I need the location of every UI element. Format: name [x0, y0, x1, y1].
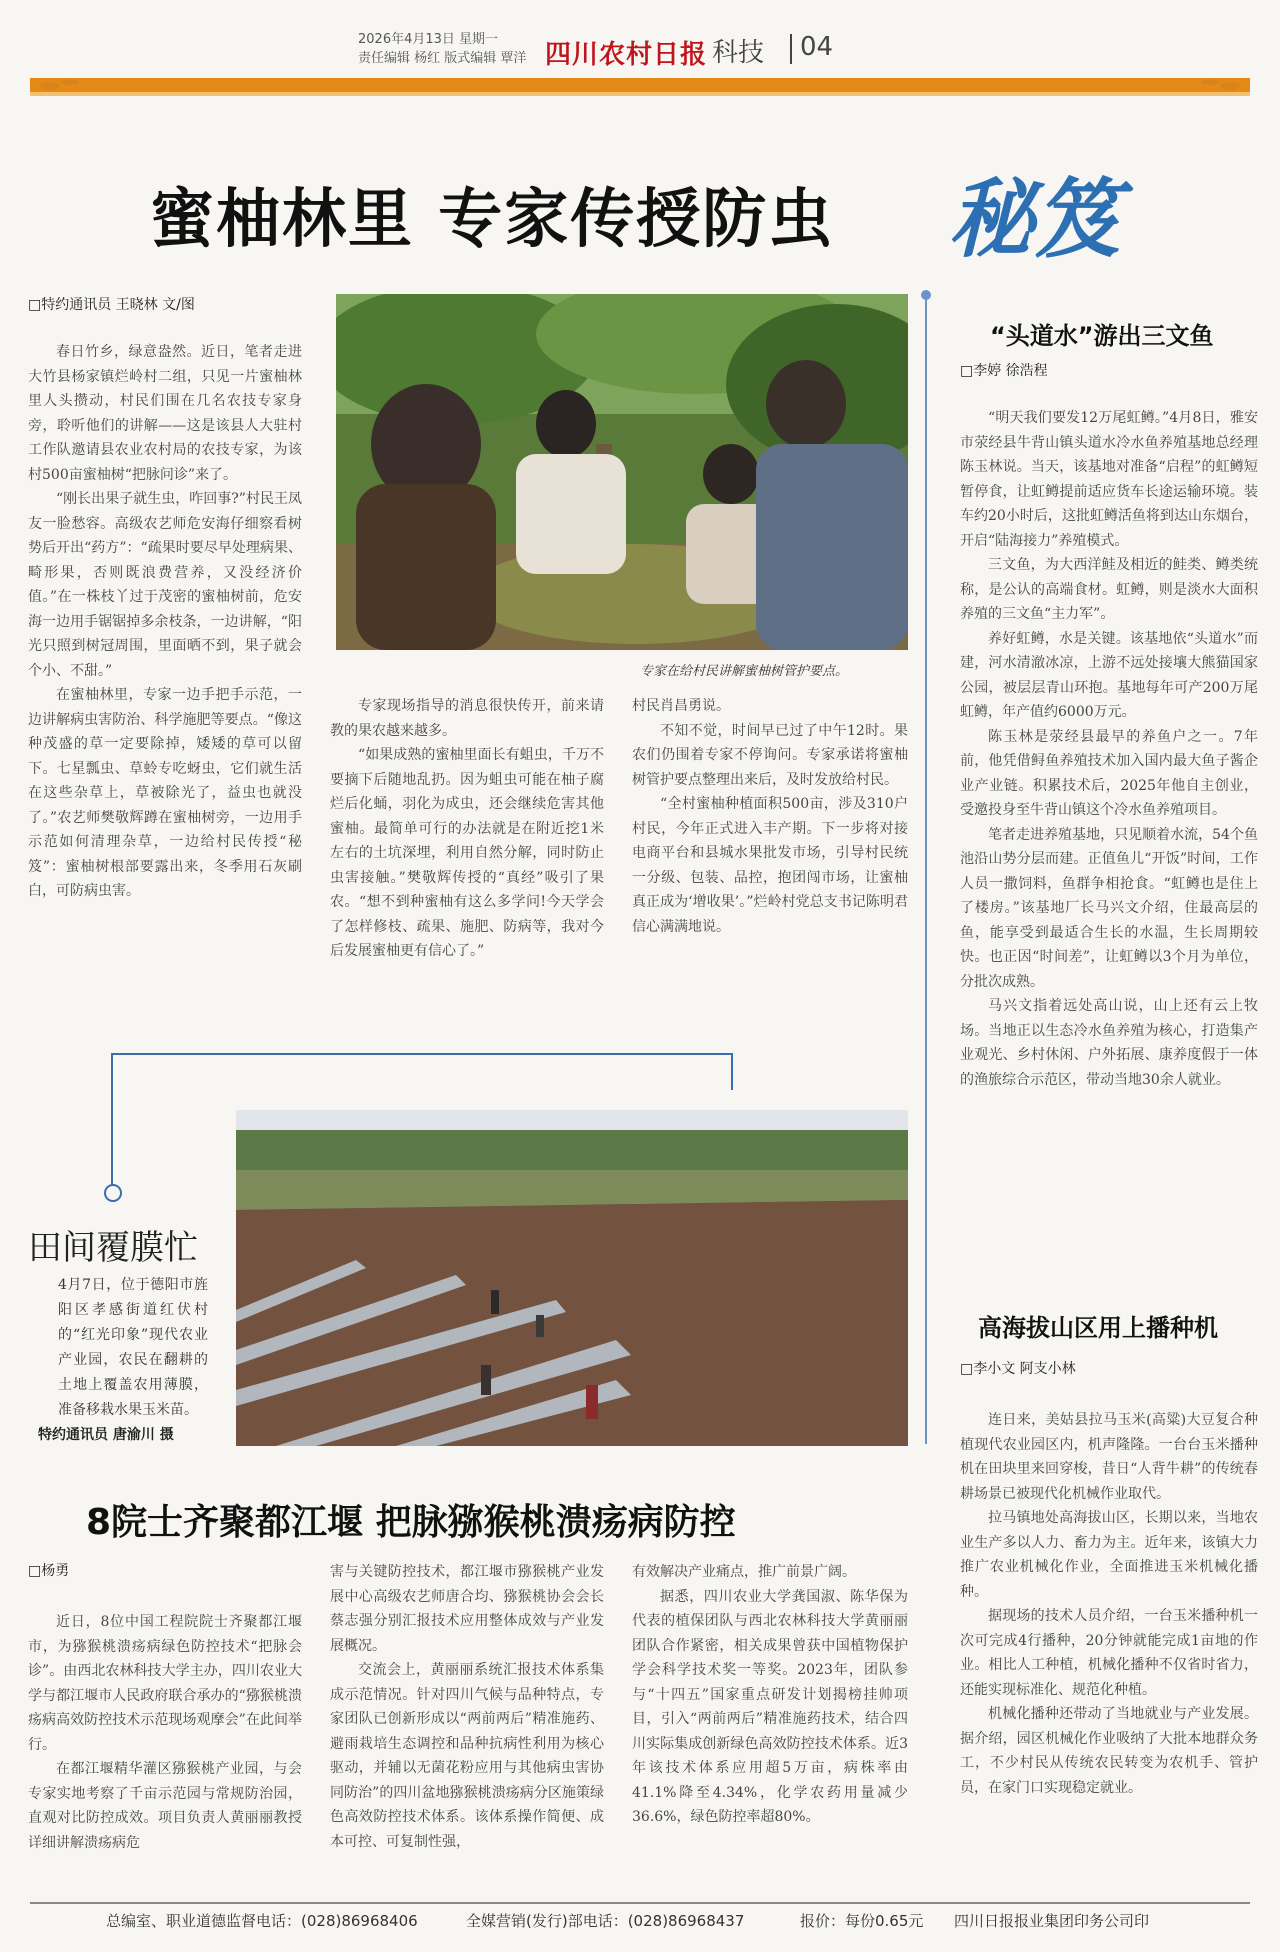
feature-photo-title: 田间覆膜忙 [28, 1228, 198, 1268]
footer-rule [30, 1902, 1250, 1904]
paragraph: 拉马镇地处高海拔山区，长期以来，当地农业生产多以人力、畜力为主。近年来，该镇大力推广农业机械化作业，全面推进玉米机械化播种。 [960, 1510, 1258, 1600]
paragraph: 马兴文指着远处高山说，山上还有云上牧场。当地正以生态冷水鱼养殖为核心，打造集产业观光、乡村休闲、户外拓展、康养度假于一体的渔旅综合示范区，带动当地30余人就业。 [960, 998, 1258, 1088]
paragraph: 笔者走进养殖基地，只见顺着水流，54个鱼池沿山势分层而建。正值鱼儿“开饭”时间，工作人员一撒饲料，鱼群争相抢食。“虹鳟也是住上了楼房。”该基地厂长马兴文介绍，住最高层的鱼，能享受到最适合生长的水温，生长周期较快。也正因“时间差”，让虹鳟以3个月为单位，分批次成熟。 [960, 826, 1258, 990]
footer-office-phone: 总编室、职业道德监督电话：(028)86968406 [106, 1912, 418, 1930]
side-article-2-title: 高海拔山区用上播种机 [978, 1314, 1218, 1342]
paragraph: 三文鱼，为大西洋鲑及相近的鲑类、鳟类统称，是公认的高端食材。虹鳟，则是淡水大面积养殖的三文鱼“主力军”。 [960, 557, 1258, 622]
footer-sales-phone: 全媒营销(发行)部电话：(028)86968437 [466, 1912, 745, 1930]
feature-photo-credit: 特约通讯员 唐渝川 摄 [38, 1427, 174, 1443]
main-column-1 [28, 340, 302, 1005]
newspaper-logo: 四川农村日报 [545, 40, 708, 70]
bottom-article-byline: □ 杨勇 [28, 1560, 69, 1580]
paragraph: “如果成熟的蜜柚里面长有蛆虫，千万不要摘下后随地乱扔。因为蛆虫可能在柚子腐烂后化蛹，羽化为成虫，还会继续危害其他蜜柚。最简单可行的办法就是在附近挖1米左右的土坑深埋，利用自然分解，同时防止虫害接触。”樊敬辉传授的“真经”吸引了果农。“想不到种蜜柚有这么多学问!今天学会了怎样修枝、疏果、施肥、防病等，我对今后发展蜜柚更有信心了。” [330, 747, 604, 959]
paragraph: 交流会上，黄丽丽系统汇报技术体系集成示范情况。针对四川气候与品种特点，专家团队已创新形成以“两前两后”精准施药、避雨栽培生态调控和品种抗病性利用为核心驱动，并辅以无菌花粉应用与其他病虫害协同防治”的四川盆地猕猴桃溃疡病分区施策绿色高效防控技术体系。该体系操作简便、成本可控、可复制性强， [330, 1662, 604, 1850]
masthead-meta [358, 30, 538, 68]
editor-credits: 责任编辑 杨红 版式编辑 覃洋 [358, 51, 527, 66]
main-byline: □ 特约通讯员 王晓林 文/图 [28, 294, 195, 314]
orchard-photo [336, 294, 908, 650]
issue-date: 2026年4月13日 星期一 [358, 32, 499, 47]
paragraph: 不知不觉，时间早已过了中午12时。果农们仍围着专家不停询问。专家承诺将蜜柚树管护要点整理出来后，及时发放给村民。 [632, 722, 908, 788]
main-column-2 [330, 694, 604, 1006]
paragraph: 村民肖昌勇说。 [632, 698, 730, 714]
bottom-column-1 [28, 1610, 302, 1894]
paragraph: 陈玉林是荥经县最早的养鱼户之一。7年前，他凭借鲟鱼养殖技术加入国内最大鱼子酱企业产业链。积累技术后，2025年他自主创业，受邀投身至牛背山镇这个冷水鱼养殖项目。 [960, 728, 1258, 818]
paragraph: “全村蜜柚种植面积500亩，涉及310户村民，今年正式进入丰产期。下一步将对接电商平台和县城水果批发市场，引导村民统一分级、包装、品控，抱团闯市场，让蜜柚真正成为‘增收果’。”烂岭村党总支书记陈明君信心满满地说。 [632, 796, 908, 935]
bottom-article-title: 8院士齐聚都江堰 把脉猕猴桃溃疡病防控 [86, 1502, 736, 1543]
wheat-ornament [30, 72, 1250, 100]
side-article-1-byline: □ 李婷 徐浩程 [960, 360, 1048, 380]
paragraph: 机械化播种还带动了当地就业与产业发展。据介绍，园区机械化作业吸纳了大批本地群众务工，不少村民从传统农民转变为农机手、管护员，在家门口实现稳定就业。 [960, 1706, 1258, 1796]
side-article-1-title: “头道水”游出三文鱼 [990, 322, 1214, 350]
column-divider [925, 294, 927, 1444]
page-number: 04 [800, 32, 834, 62]
paragraph: 春日竹乡，绿意盎然。近日，笔者走进大竹县杨家镇烂岭村二组，只见一片蜜柚林里人头攒动，村民们围在几名农技专家身旁，聆听他们的讲解——这是该县人大驻村工作队邀请县农业农村局的农技专家，为该村500亩蜜柚树“把脉问诊”来了。 [28, 344, 302, 483]
paragraph: 据悉，四川农业大学龚国淑、陈华保为代表的植保团队与西北农林科技大学黄丽丽团队合作紧密，相关成果曾获中国植物保护学会科学技术奖一等奖。2023年，团队参与“十四五”国家重点研发计划揭榜挂帅项目，引入“两前两后”精准施药技术，结合四川实际集成创新绿色高效防控技术体系。近3年该技术体系应用超5万亩，病株率由41.1%降至4.34%，化学农药用量减少36.6%，绿色防控率超80%。 [632, 1588, 908, 1825]
main-headline-accent: 秘笈 [948, 169, 1120, 270]
paragraph: 在都江堰精华灌区猕猴桃产业园，与会专家实地考察了千亩示范园与常规防治园，直观对比防控成效。项目负责人黄丽丽教授详细讲解溃疡病危 [28, 1761, 302, 1851]
paragraph: “明天我们要发12万尾虹鳟。”4月8日，雅安市荥经县牛背山镇头道水冷水鱼养殖基地总经理陈玉林说。当天，该基地对准备“启程”的虹鳟短暂停食，让虹鳟提前适应货车长途运输环境。装车约20小时后，这批虹鳟活鱼将到达山东烟台，开启“陆海接力”养殖模式。 [960, 410, 1258, 549]
feature-bracket-node [104, 1184, 122, 1202]
footer-price: 报价：每份0.65元 [800, 1912, 924, 1930]
paragraph: 连日来，美姑县拉马玉米(高粱)大豆复合种植现代农业园区内，机声隆隆。一台台玉米播种机在田块里来回穿梭，昔日“人背牛耕”的传统春耕场景已被现代化机械作业取代。 [960, 1412, 1258, 1502]
side-article-1-body [960, 406, 1258, 1252]
section-name: 科技 [712, 38, 765, 68]
paragraph: 养好虹鳟，水是关键。该基地依“头道水”而建，河水清澈冰凉，上游不远处接壤大熊猫国家公园，被层层青山环抱。基地每年可产200万尾虹鳟，年产值约6000万元。 [960, 630, 1258, 720]
bottom-column-2 [330, 1560, 604, 1894]
field-photo [236, 1110, 908, 1446]
paragraph: 有效解决产业痛点，推广前景广阔。 [632, 1564, 856, 1580]
footer-printer: 四川日报报业集团印务公司印 [954, 1912, 1150, 1930]
feature-photo-caption: 4月7日，位于德阳市旌阳区孝感街道红伏村的“红光印象”现代农业产业园，农民在翻耕的土地上覆盖农用薄膜，准备移栽水果玉米苗。 [58, 1277, 208, 1418]
divider-dot [921, 290, 931, 300]
paragraph: 据现场的技术人员介绍，一台玉米播种机一次可完成4行播种，20分钟就能完成1亩地的作业。相比人工种植，机械化播种不仅省时省力，还能实现标准化、规范化种植。 [960, 1608, 1258, 1698]
main-headline: 蜜柚林里 专家传授防虫 [150, 183, 835, 257]
paragraph: 害与关键防控技术，都江堰市猕猴桃产业发展中心高级农艺师唐合均、猕猴桃协会会长蔡志强分别汇报技术应用整体成效与产业发展概况。 [330, 1564, 604, 1654]
paragraph: “刚长出果子就生虫，咋回事?”村民王凤友一脸愁容。高级农艺师危安海仔细察看树势后开出“药方”：“疏果时要尽早处理病果、畸形果，否则既浪费营养，又没经济价值。”在一株枝丫过于茂密的蜜柚树前，危安海一边用手锯锯掉多余枝条，一边讲解，“阳光只照到树冠周围，里面晒不到，果子就会个小、不甜。” [28, 491, 302, 679]
side-article-2-byline: □ 李小文 阿支小林 [960, 1358, 1076, 1378]
paragraph: 近日，8位中国工程院院士齐聚都江堰市，为猕猴桃溃疡病绿色防控技术“把脉会诊”。由西北农林科技大学主办，四川农业大学与都江堰市人民政府联合承办的“猕猴桃溃疡病高效防控技术示范现场观摩会”在此间举行。 [28, 1614, 302, 1753]
header-divider [790, 34, 792, 64]
side-article-2-body [960, 1408, 1258, 1892]
bottom-column-3 [632, 1560, 908, 1894]
paragraph: 在蜜柚林里，专家一边手把手示范，一边讲解病虫害防治、科学施肥等要点。“像这种茂盛的草一定要除掉，矮矮的草可以留下。七星瓢虫、草蛉专吃蚜虫，它们就生活在这些杂草上，草被除光了，益虫也就没了。”农艺师樊敬辉蹲在蜜柚树旁，一边用手示范如何清理杂草，一边给村民传授“秘笈”：蜜柚树根部要露出来，冬季用石灰刷白，可防病虫害。 [28, 687, 302, 899]
paragraph: 专家现场指导的消息很快传开，前来请教的果农越来越多。 [330, 698, 604, 739]
main-column-3 [632, 694, 908, 1006]
orchard-photo-caption: 专家在给村民讲解蜜柚树管护要点。 [640, 664, 849, 679]
